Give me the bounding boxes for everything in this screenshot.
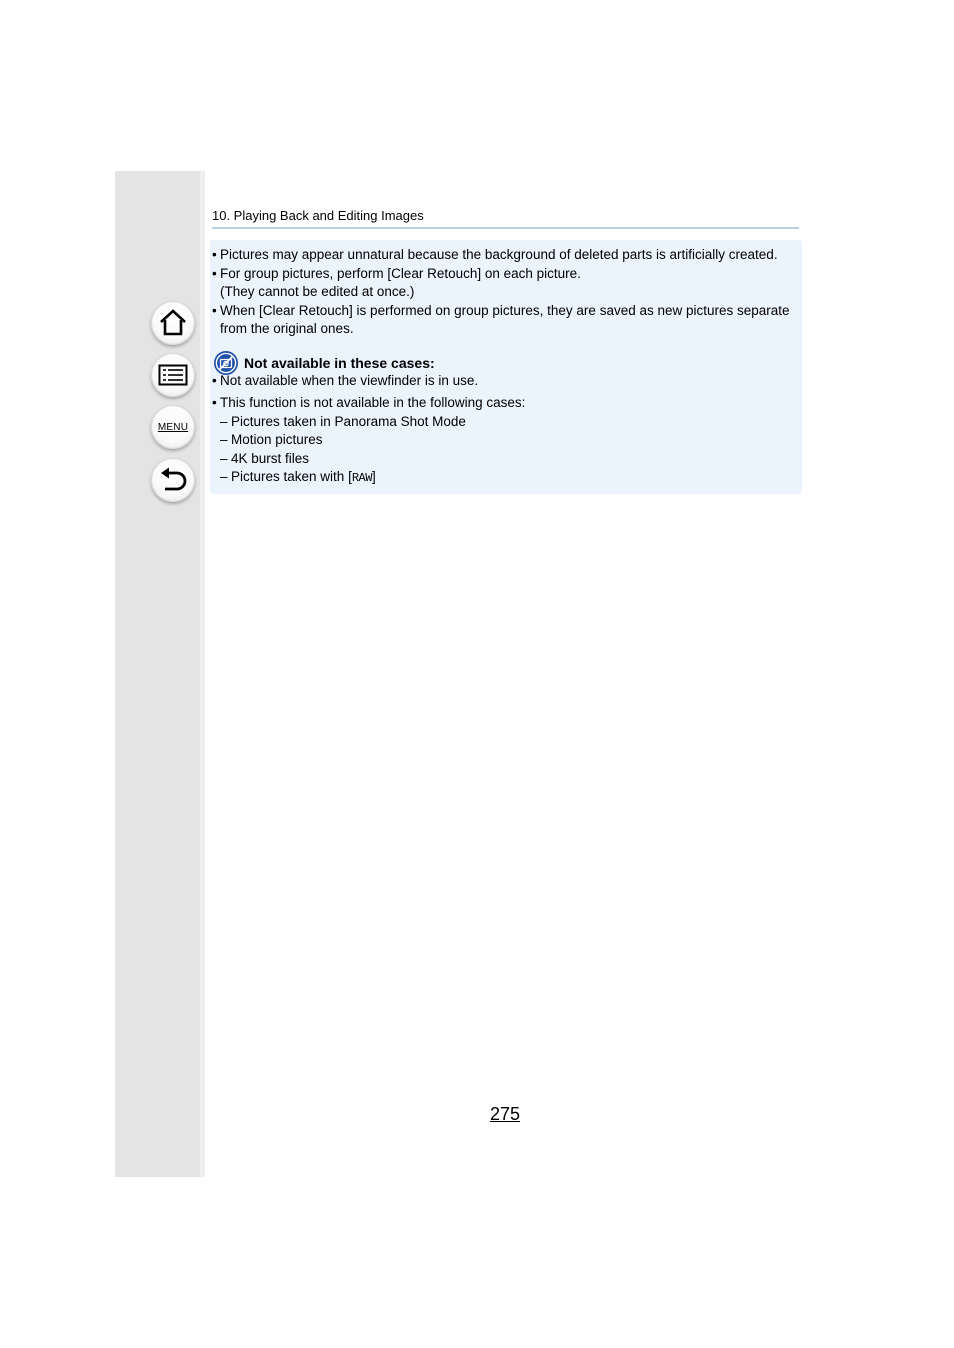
- note-item: Pictures may appear unnatural because the background of deleted parts is artificially created.: [220, 247, 778, 262]
- bullet: •: [212, 373, 217, 388]
- bullet: •: [212, 247, 217, 262]
- contents-button[interactable]: [151, 353, 195, 397]
- page-number: 275: [490, 1104, 521, 1124]
- dash: –: [220, 432, 228, 447]
- raw-bracket-open: [: [348, 469, 352, 484]
- sub-item: Motion pictures: [231, 432, 323, 447]
- not-available-item: Not available when the viewfinder is in use.: [220, 373, 479, 388]
- menu-button[interactable]: [151, 405, 195, 449]
- dash: –: [220, 469, 228, 484]
- note-item-continuation: (They cannot be edited at once.): [220, 284, 415, 299]
- home-icon: [158, 309, 188, 337]
- note-item-continuation: from the original ones.: [220, 321, 354, 336]
- header-divider: [212, 227, 799, 229]
- bullet: •: [212, 395, 217, 410]
- raw-icon: RAW: [351, 471, 372, 485]
- bullet: •: [212, 266, 217, 281]
- dash: –: [220, 451, 228, 466]
- bullet: •: [212, 303, 217, 318]
- note-item: For group pictures, perform [Clear Retouch] on each picture.: [220, 266, 581, 281]
- note-item: When [Clear Retouch] is performed on group pictures, they are saved as new pictures separate: [220, 303, 790, 318]
- sub-item: [231, 468, 376, 487]
- menu-label: MENU: [157, 421, 189, 433]
- dash: –: [220, 414, 228, 429]
- sub-item: Pictures taken in Panorama Shot Mode: [231, 414, 466, 429]
- sub-item: 4K burst files: [231, 451, 310, 466]
- back-button[interactable]: [151, 458, 195, 502]
- home-button[interactable]: [151, 301, 195, 345]
- raw-bracket-close: ]: [371, 469, 376, 484]
- sidebar-edge: [200, 171, 205, 1177]
- section-title: 10. Playing Back and Editing Images: [212, 208, 424, 223]
- not-available-title: Not available in these cases:: [244, 355, 435, 371]
- list-icon: [158, 364, 188, 386]
- sub-item-text: Pictures taken with: [231, 469, 345, 484]
- not-available-item: This function is not available in the following cases:: [220, 395, 526, 410]
- return-arrow-icon: [158, 466, 188, 494]
